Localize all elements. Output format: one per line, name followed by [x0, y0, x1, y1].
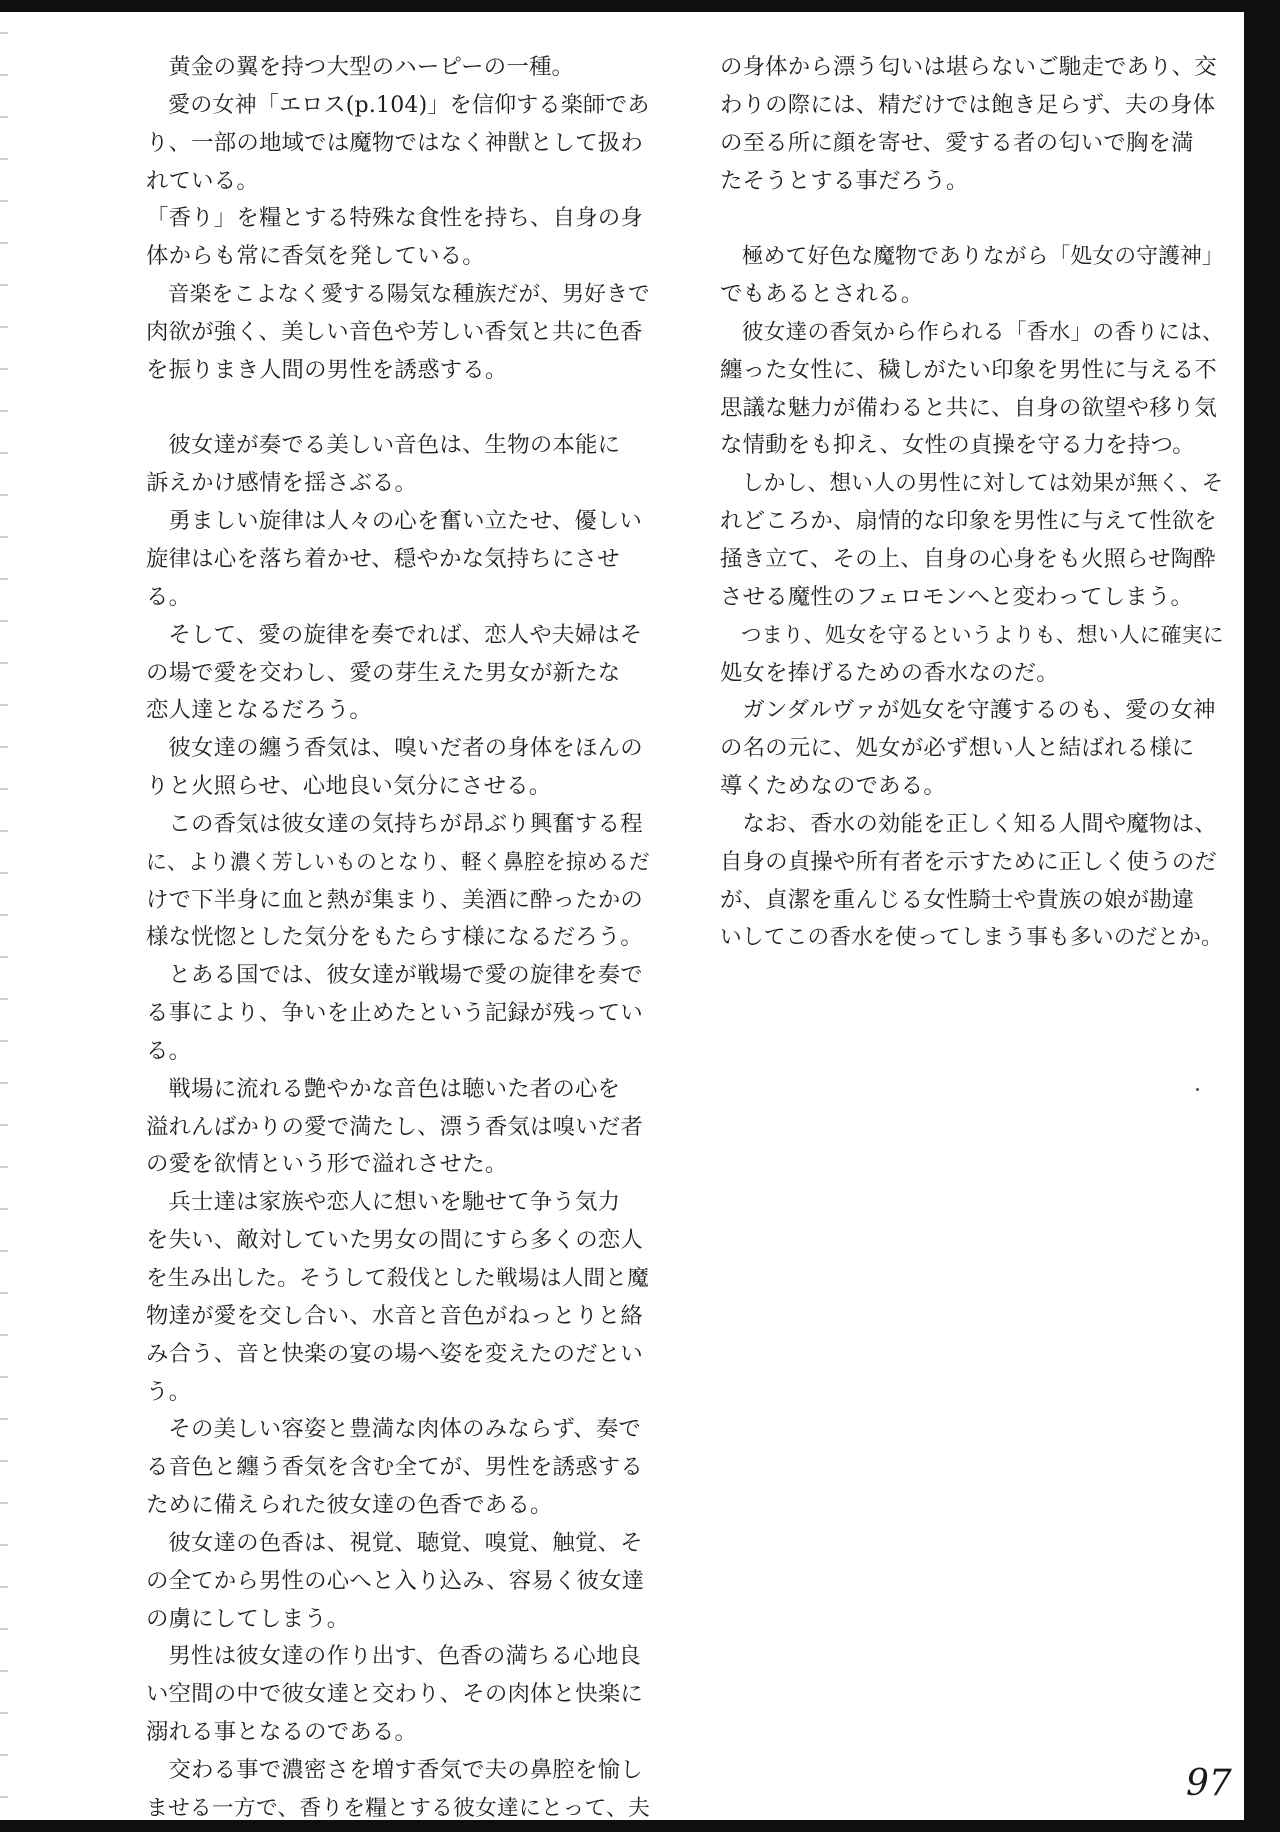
text-line: 彼女達の色香は、視覚、聴覚、嗅覚、触覚、そ	[168, 1529, 643, 1556]
scan-speck	[1196, 1088, 1199, 1091]
text-line: させる魔性のフェロモンへと変わってしまう。	[720, 583, 1194, 610]
text-line: 思議な魅力が備わると共に、自身の欲望や移り気	[720, 394, 1217, 421]
page-border-right	[1244, 0, 1280, 1832]
text-line: ために備えられた彼女達の色香である。	[146, 1492, 553, 1519]
text-line: の虜にしてしまう。	[146, 1605, 350, 1632]
text-line: の至る所に顔を寄せ、愛する者の匂いで胸を満	[720, 129, 1194, 156]
text-line: 彼女達が奏でる美しい音色は、生物の本能に	[168, 432, 621, 459]
text-line: 「香り」を糧とする特殊な食性を持ち、自身の身	[146, 205, 643, 232]
text-line: 旋律は心を落ち着かせ、穏やかな気持ちにさせ	[146, 545, 620, 572]
text-line: ませる一方で、香りを糧とする彼女達にとって、夫	[146, 1795, 650, 1821]
text-line: り、一部の地域では魔物ではなく神獣として扱わ	[146, 129, 643, 156]
text-line: を失い、敵対していた男女の間にすら多くの恋人	[146, 1227, 643, 1254]
text-line: 音楽をこよなく愛する陽気な種族だが、男好きで	[167, 282, 650, 308]
text-line: る音色と纏う香気を含む全てが、男性を誘惑する	[146, 1454, 643, 1481]
text-line: 男性は彼女達の作り出す、色香の満ちる心地良	[168, 1643, 642, 1670]
text-line: なお、香水の効能を正しく知る人間や魔物は、	[742, 810, 1217, 837]
text-line: けで下半身に血と熱が集まり、美酒に酔ったかの	[146, 886, 643, 913]
text-line: る事により、争いを止めたという記録が残ってい	[146, 1000, 643, 1027]
text-line: 様な恍惚とした気分をもたらす様になるだろう。	[146, 924, 643, 951]
text-line: を生み出した。そうして殺伐とした戦場は人間と魔	[146, 1266, 650, 1291]
text-line: 導くためなのである。	[720, 773, 946, 800]
text-line: る。	[146, 583, 192, 610]
text-line: わりの際には、精だけでは飽き足らず、夫の身体	[720, 91, 1216, 118]
text-line: な情動をも抑え、女性の貞操を守る力を持つ。	[720, 432, 1195, 459]
paragraph-gap	[720, 200, 1226, 238]
text-line: 物達が愛を交し合い、水音と音色がねっとりと絡	[146, 1302, 643, 1329]
text-line: い空間の中で彼女達と交わり、その肉体と快楽に	[146, 1681, 643, 1708]
text-line: りと火照らせ、心地良い気分にさせる。	[146, 773, 552, 800]
text-line: 黄金の翼を持つ大型のハーピーの一種。	[168, 54, 575, 80]
page-border-top	[0, 0, 1280, 12]
text-line: たそうとする事だろう。	[720, 167, 969, 194]
text-line: 訴えかけ感情を揺さぶる。	[146, 470, 418, 497]
text-line: しかし、想い人の男性に対しては効果が無く、そ	[741, 471, 1224, 497]
text-line: 溢れんばかりの愛で満たし、漂う香気は嗅いだ者	[146, 1113, 643, 1140]
text-line: る。	[146, 1037, 192, 1064]
text-line: が、貞潔を重んじる女性騎士や貴族の娘が勘違	[720, 886, 1195, 913]
text-line: み合う、音と快楽の宴の場へ姿を変えたのだとい	[146, 1340, 643, 1367]
text-line: 彼女達の香気から作られる「香水」の香りには、	[741, 319, 1224, 345]
text-line: 勇ましい旋律は人々の心を奮い立たせ、優しい	[168, 508, 643, 535]
text-line: の愛を欲情という形で溢れさせた。	[146, 1151, 508, 1178]
text-line: 肉欲が強く、美しい音色や芳しい香気と共に色香	[146, 318, 643, 345]
text-line: 兵士達は家族や恋人に想いを馳せて争う気力	[168, 1189, 621, 1216]
text-line: に、より濃く芳しいものとなり、軽く鼻腔を掠めるだ	[146, 849, 650, 874]
text-line: れどころか、扇情的な印象を男性に与えて性欲を	[720, 508, 1217, 535]
text-line: 体からも常に香気を発している。	[146, 243, 485, 270]
text-line: を振りまき人間の男性を誘惑する。	[146, 356, 508, 383]
text-line: 極めて好色な魔物でありながら「処女の守護神」	[741, 244, 1224, 270]
text-line: 戦場に流れる艶やかな音色は聴いた者の心を	[168, 1075, 621, 1102]
text-line: う。	[146, 1378, 192, 1405]
text-line: その美しい容姿と豊満な肉体のみならず、奏で	[168, 1416, 642, 1443]
text-line: そして、愛の旋律を奏でれば、恋人や夫婦はそ	[168, 621, 643, 648]
text-line: 自身の貞操や所有者を示すために正しく使うのだ	[720, 848, 1217, 875]
paragraph-gap	[146, 390, 652, 428]
text-line: とある国では、彼女達が戦場で愛の旋律を奏で	[168, 962, 643, 989]
text-line: つまり、処女を守るというよりも、想い人に確実に	[740, 622, 1224, 647]
text-line: れている。	[146, 167, 259, 194]
text-line: 彼女達の纏う香気は、嗅いだ者の身体をほんの	[168, 735, 643, 762]
text-line: 恋人達となるだろう。	[146, 697, 372, 724]
binding-edge	[0, 12, 8, 1820]
text-line: 纏った女性に、穢しがたい印象を男性に与える不	[720, 356, 1217, 383]
text-line: 溺れる事となるのである。	[146, 1719, 418, 1746]
page-number: 97	[1186, 1763, 1232, 1804]
right-text-column	[720, 49, 1226, 957]
text-line: この香気は彼女達の気持ちが昂ぶり興奮する程	[168, 810, 643, 837]
text-line: ガンダルヴァが処女を守護するのも、愛の女神	[742, 697, 1216, 724]
text-line: 愛の女神「エロス(p.104)」を信仰する楽師であ	[168, 92, 650, 118]
text-line: の全てから男性の心へと入り込み、容易く彼女達	[146, 1567, 645, 1594]
text-line: でもあるとされる。	[720, 281, 924, 308]
text-line: の身体から漂う匂いは堪らないご馳走であり、交	[720, 54, 1217, 80]
text-line: 処女を捧げるための香水なのだ。	[720, 659, 1059, 686]
text-line: いしてこの香水を使ってしまう事も多いのだとか。	[720, 925, 1224, 951]
left-text-column	[146, 49, 652, 1828]
text-line: 掻き立て、その上、自身の心身をも火照らせ陶酔	[720, 545, 1216, 572]
text-line: の場で愛を交わし、愛の芽生えた男女が新たな	[146, 659, 621, 686]
text-line: 交わる事で濃密さを増す香気で夫の鼻腔を愉し	[168, 1756, 643, 1783]
text-line: の名の元に、処女が必ず想い人と結ばれる様に	[720, 735, 1195, 762]
